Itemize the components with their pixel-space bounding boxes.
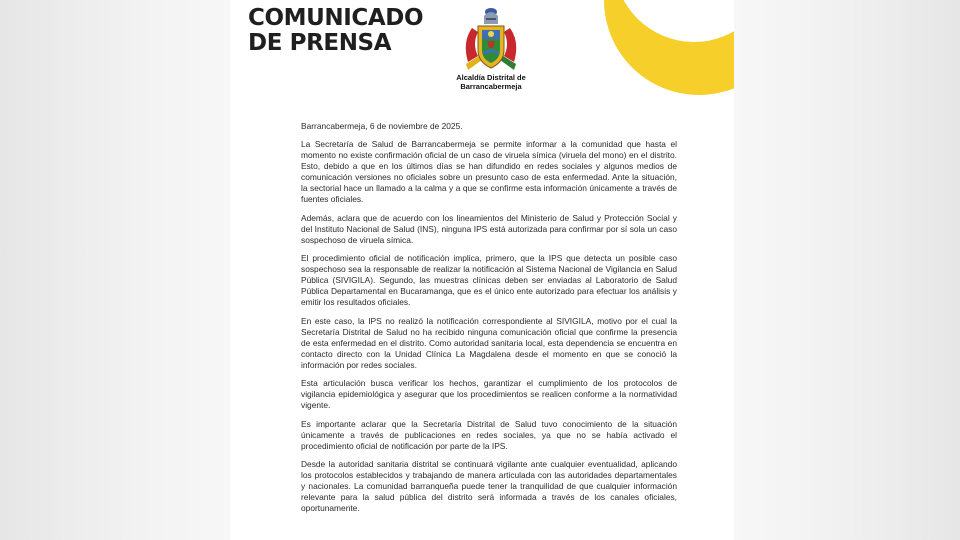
paragraph: La Secretaría de Salud de Barrancabermeja se permite informar a la comunidad que hasta el momento no existe confirmación oficial de un caso de viruela símica (viruela del mono) en el distrito. Esto, debido a que en los últimos días se han difundido en redes sociales y algunos medios de comunicación versiones no oficiales sobre un presunto caso de esta enfermedad. Ante la situación, la sectorial hace un llamado a la calma y a que se confirme esta información únicamente a través de fuentes oficiales. bbox=[301, 139, 677, 204]
title-line-1: COMUNICADO bbox=[248, 5, 424, 31]
title-line-2: DE PRENSA bbox=[248, 30, 392, 56]
document-title bbox=[248, 6, 423, 56]
background-right bbox=[734, 0, 960, 540]
paragraph: Es importante aclarar que la Secretaría Distrital de Salud tuvo conocimiento de la situación únicamente a través de publicaciones en redes sociales, ya que no se había activado el procedimiento oficial de notificación por parte de la IPS. bbox=[301, 418, 677, 451]
org-name-line-1: Alcaldía Distrital de bbox=[456, 73, 526, 82]
org-name-line-2: Barrancabermeja bbox=[460, 82, 522, 91]
release-date: Barrancabermeja, 6 de noviembre de 2025. bbox=[301, 121, 463, 131]
press-release-page bbox=[230, 0, 734, 540]
press-release-body bbox=[301, 121, 677, 522]
paragraph: Además, aclara que de acuerdo con los lineamientos del Ministerio de Salud y Protección Social y del Instituto Nacional de Salud (INS), ninguna IPS está autorizada para confirmar por sí sola un caso sospechoso de viruela símica. bbox=[301, 212, 677, 245]
paragraph: Esta articulación busca verificar los hechos, garantizar el cumplimiento de los protocolos de vigilancia epidemiológica y asegurar que los procedimientos se realicen conforme a la normatividad vigente. bbox=[301, 378, 677, 410]
organization-name bbox=[444, 73, 538, 91]
background-left bbox=[0, 0, 230, 540]
paragraph: Desde la autoridad sanitaria distrital se continuará vigilante ante cualquier eventualidad, aplicando los protocolos establecidos y trabajando de manera articulada con las autoridades departamentales y nacionales. La comunidad barranqueña puede tener la tranquilidad de que cualquier información relevante para la salud pública del distrito será informada a través de los canales oficiales, oportunamente. bbox=[301, 459, 677, 513]
coat-of-arms-icon bbox=[458, 4, 524, 74]
paragraph: En este caso, la IPS no realizó la notificación correspondiente al SIVIGILA, motivo por el cual la Secretaría Distrital de Salud no ha recibido ninguna comunicación oficial que confirme la presencia de esta enfermedad en el distrito. Como autoridad sanitaria local, esta dependencia se encuentra en contacto directo con la Unidad Clínica La Magdalena desde el momento en que se conoció la información por redes sociales. bbox=[301, 315, 677, 370]
paragraph: El procedimiento oficial de notificación implica, primero, que la IPS que detecta un posible caso sospechoso sea la responsable de realizar la notificación al Sistema Nacional de Vigilancia en Salud Pública (SIVIGILA). Segundo, las muestras clínicas deben ser enviadas al Laboratorio de Salud Pública Departamental en Bucaramanga, que es el único ente autorizado para efectuar los análisis y emitir los resultados oficiales. bbox=[301, 253, 677, 307]
